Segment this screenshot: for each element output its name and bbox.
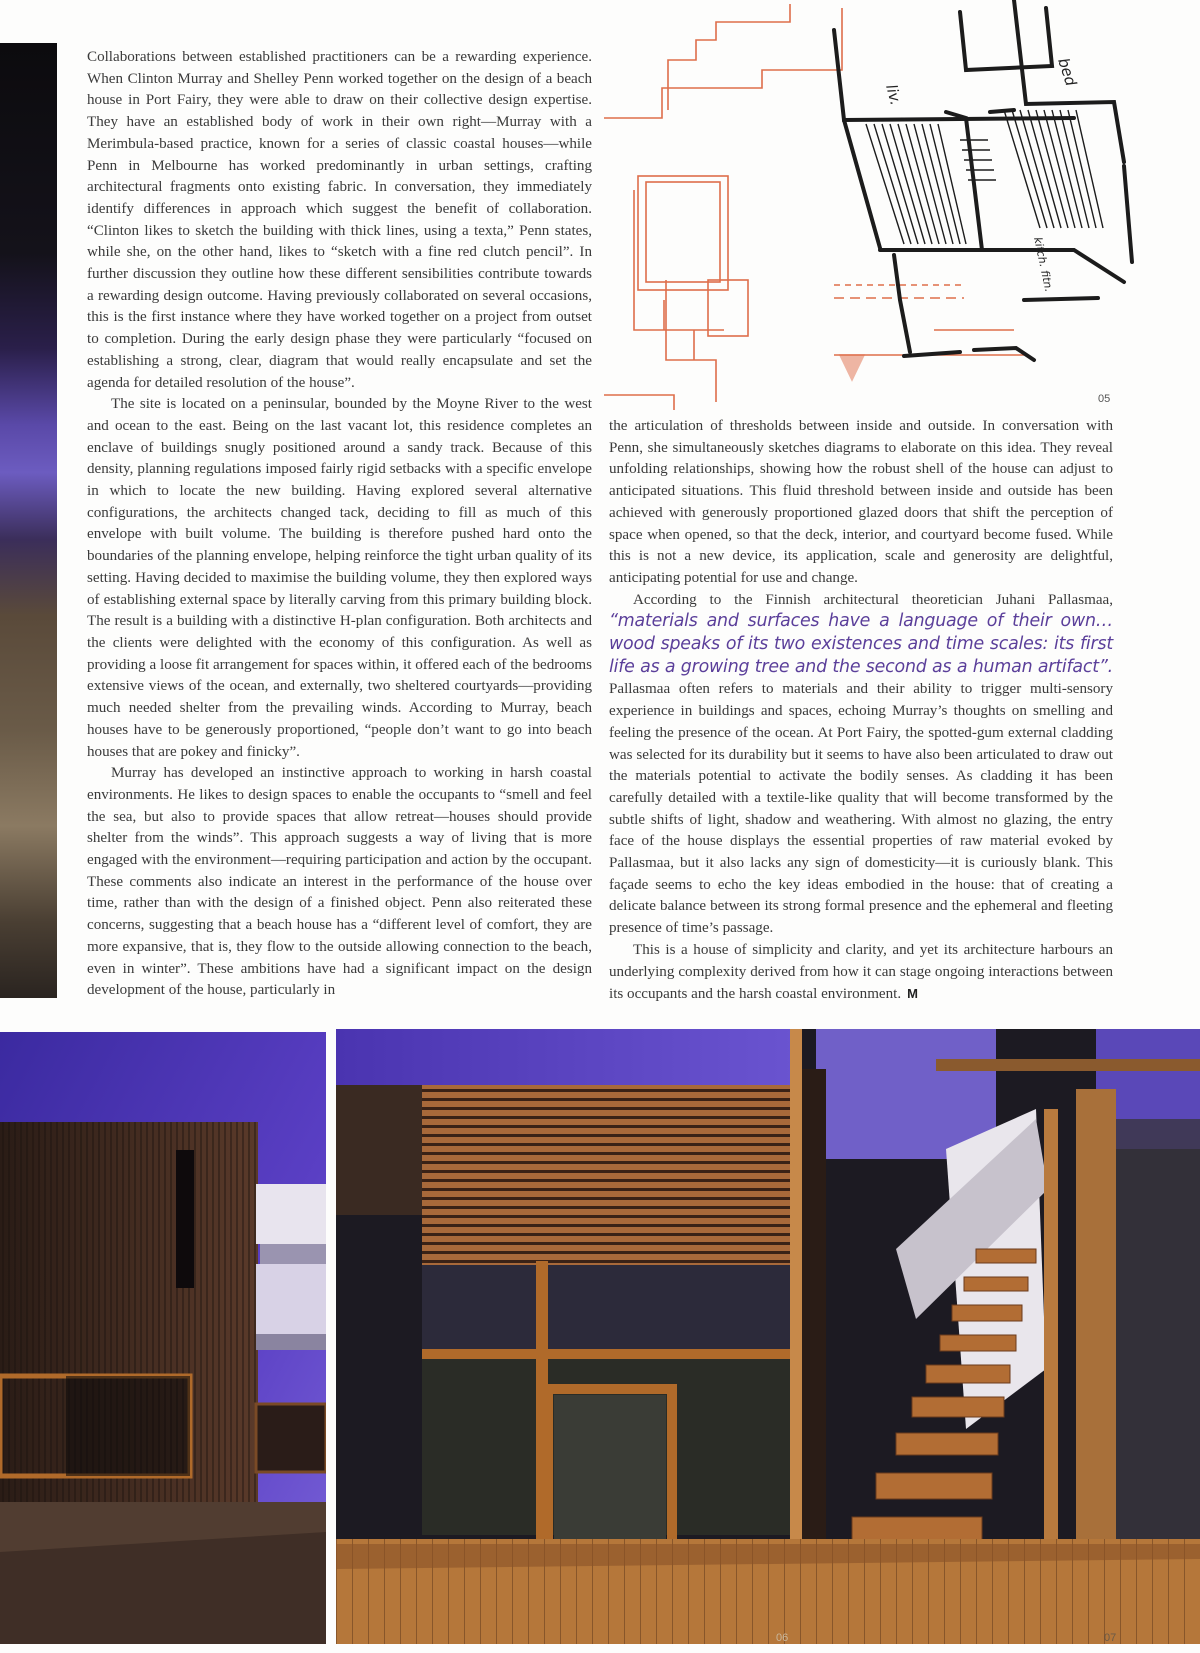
paragraph: Murray has developed an instinctive approach to working in harsh coastal environments. He likes to design spaces to enable the occupants to “smell and feel the sea, but also to provide spaces that allow retreat—houses should provide shelter from the winds”. This approach suggests a way of living that is more engaged with the environment—requiring participation and action by the occupant. These comments also indicate an interest in the performance of the house over time, rather than with the design of a finished object. Penn also reiterated these concerns, suggesting that a beach house has a “different level of comfort, they are more expansive, that is, they flow to the outside allowing connection to the beach, even in winter”. These ambitions have had a significant impact on the design development of the house, particularly in <box>87 765 592 999</box>
plan-sketch <box>604 0 1200 410</box>
end-mark: M <box>907 986 918 1002</box>
paragraph-text: Pallasmaa often refers to materials and their ability to trigger multi-sensory experience in buildings and spaces, echoing Murray’s thoughts on smelling and feeling the presence of the ocean. At Port Fairy, the spotted-gum external cladding was selected for its durability but it seems to have also been articulated to draw out the materials potential to activate the bodily senses. As cladding it has been carefully detailed with a textile-like quality that will become transformed by the subtle shifts of light, shadow and weathering. With almost no glazing, the entry face of the house displays the essential properties of raw material evoked by Pallasmaa, but it also lacks any sign of domesticity—it is curiously blank. This façade seems to echo the key ideas embodied in the house: that of creating a delicate balance between its strong formal presence and the ephemeral and fleeting presence of time’s passage. <box>609 681 1113 937</box>
paragraph-text: This is a house of simplicity and clarity, and yet its architecture harbours an underlying complexity derived from how it can stage ongoing interactions between its occupants and the harsh coastal environment. <box>609 941 1113 1003</box>
figure-caption: 07 <box>1104 1632 1117 1644</box>
pull-quote: “materials and surfaces have a language of their own… wood speaks of its two existences and time scales: its first life as a growing tree and the second as a human artifact”. <box>609 611 1113 677</box>
paragraph: The site is located on a peninsular, bounded by the Moyne River to the west and ocean to the east. Being on the last vacant lot, this residence completes an enclave of buildings snugly positioned around a sandy track. Because of this density, planning regulations imposed fairly rigid setbacks with a specific envelope in which to locate the new building. Having explored several alternative configurations, the architects changed tack, deciding to fill as much of this envelope with built volume. The building is therefore pushed hard onto the boundaries of the planning envelope, helping reinforce the tight urban quality of its setting. Having decided to maximise the building volume, they then explored ways of establishing external space by literally carving from this primary building block. The result is a building with a distinctive H-plan configuration. Both architects and the clients were delighted with the economy of this configuration. As well as providing a loose fit arrangement for spaces within, it offered each of the bedrooms extensive views of the ocean, and externally, two sheltered courtyards—providing much needed shelter from the prevailing winds. According to Murray, beach houses have to be generously proportioned, “people don’t want to go into beach houses that are pokey and finicky”. <box>87 396 592 760</box>
article-column-right <box>609 416 1113 1006</box>
exterior-photo <box>0 1032 326 1644</box>
paragraph-lead: According to the Finnish architectural theoretician Juhani Pallasmaa, <box>633 591 1113 608</box>
edge-photo-strip <box>0 43 57 998</box>
interior-photo <box>336 1029 1200 1644</box>
figure-caption: 06 <box>776 1632 789 1644</box>
sketch-note: bed <box>1054 55 1081 89</box>
sketch-note: kitch. fitn. <box>1031 235 1056 294</box>
figure-caption: 05 <box>1098 393 1111 405</box>
paragraph <box>609 940 1113 1006</box>
paragraph <box>609 590 1113 940</box>
paragraph: the articulation of thresholds between inside and outside. In conversation with Penn, she simultaneously sketches diagrams to elaborate on this idea. They reveal unfolding relationships, showing how the robust shell of the house can adjust to anticipated situations. This fluid threshold between inside and outside has been achieved with generously proportioned glazed doors that shift the perception of space when opened, so that the deck, interior, and courtyard become fused. While this is not a new device, its application, scale and generosity are delightful, anticipating potential for use and change. <box>609 418 1113 586</box>
article-column-left <box>87 47 592 1002</box>
paragraph: Collaborations between established practitioners can be a rewarding experience. When Clinton Murray and Shelley Penn worked together on the design of a beach house in Port Fairy, they were able to draw on their collective design expertise. They have an established body of work in their own right—Murray with a Merimbula-based practice, known for a series of classic coastal houses—while Penn in Melbourne has worked predominantly in urban settings, crafting architectural fragments onto existing fabric. In conversation, they immediately identify differences in approach which suggest the benefit of collaboration. “Clinton likes to sketch the building with thick lines, using a texta,” Penn states, while she, on the other hand, likes to “sketch with a fine red clutch pencil”. In further discussion they outline how these different sensibilities contribute towards a rewarding design outcome. Having previously collaborated on several occasions, this is the first instance where they have worked together on a project from outset to completion. During the early design phase they were particularly “focused on establishing a strong, clear, diagram that would really encapsulate and set the agenda for detailed resolution of the house”. <box>87 49 592 391</box>
sketch-note: liv. <box>882 82 905 108</box>
